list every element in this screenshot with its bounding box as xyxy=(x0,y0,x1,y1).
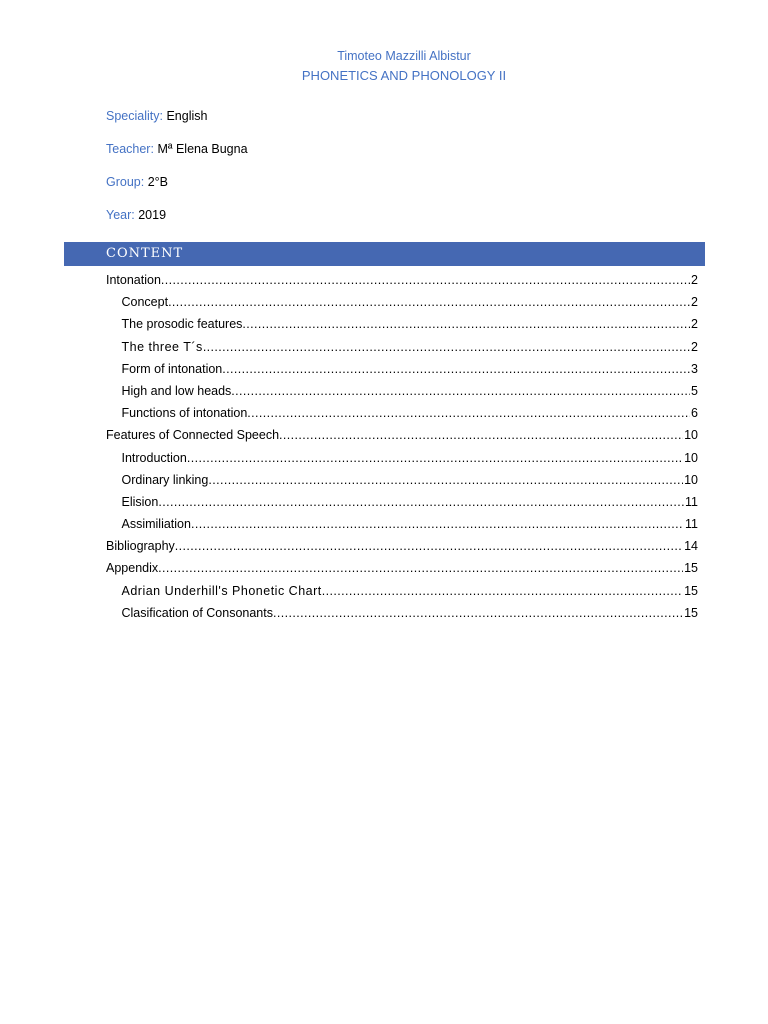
toc-entry-intonation[interactable] xyxy=(106,270,698,292)
toc-dot-leader xyxy=(273,603,683,623)
toc-entry-title: Concept xyxy=(121,295,169,310)
toc-dot-leader xyxy=(242,314,690,334)
content-heading-bar xyxy=(64,242,705,266)
toc-entry-introduction[interactable] xyxy=(106,448,698,470)
toc-entry-title: Intonation xyxy=(106,273,161,287)
toc-entry-page: 15 xyxy=(684,583,698,598)
toc-dot-leader xyxy=(191,514,684,534)
toc-entry-ordinary-linking[interactable] xyxy=(106,470,698,492)
toc-entry-prosodic-features[interactable] xyxy=(106,314,698,336)
toc-entry-page: 15 xyxy=(684,561,698,576)
group-row xyxy=(106,174,168,190)
toc-dot-leader xyxy=(322,581,683,601)
toc-entry-title: Functions of intonation xyxy=(121,406,248,421)
toc-entry-title: Introduction xyxy=(121,450,187,465)
toc-entry-clasification-of-consonants[interactable] xyxy=(106,603,698,625)
toc-entry-page: 15 xyxy=(684,605,698,620)
toc-entry-assimiliation[interactable] xyxy=(106,514,698,536)
teacher-row xyxy=(106,141,248,157)
document-header xyxy=(0,47,768,85)
toc-dot-leader xyxy=(208,470,683,490)
table-of-contents xyxy=(106,270,698,625)
teacher-value: Mª Elena Bugna xyxy=(157,142,248,156)
toc-entry-title: Elision xyxy=(121,494,159,509)
toc-dot-leader xyxy=(158,492,684,512)
year-row xyxy=(106,207,166,223)
toc-dot-leader xyxy=(187,448,683,468)
toc-entry-elision[interactable] xyxy=(106,492,698,514)
toc-dot-leader xyxy=(161,270,690,290)
toc-entry-title: Assimiliation xyxy=(121,517,191,532)
toc-entry-page: 10 xyxy=(684,428,698,443)
toc-entry-title: The prosodic features xyxy=(121,317,243,332)
toc-dot-leader xyxy=(203,337,690,357)
group-label: Group: xyxy=(106,175,145,189)
toc-entry-title: Adrian Underhill's Phonetic Chart xyxy=(121,583,322,598)
toc-entry-page: 10 xyxy=(684,472,698,487)
toc-entry-title: Clasification of Consonants xyxy=(121,605,273,620)
toc-entry-page: 14 xyxy=(684,539,698,554)
toc-dot-leader xyxy=(222,359,690,379)
toc-entry-three-ts[interactable] xyxy=(106,337,698,359)
year-value: 2019 xyxy=(138,208,167,222)
toc-dot-leader xyxy=(168,292,690,312)
group-value: 2°B xyxy=(147,175,168,189)
toc-entry-title: Features of Connected Speech xyxy=(106,428,280,443)
toc-entry-title: The three T´s xyxy=(121,339,203,354)
toc-entry-connected-speech[interactable] xyxy=(106,425,698,447)
toc-entry-page: 2 xyxy=(691,273,698,287)
toc-entry-functions-of-intonation[interactable] xyxy=(106,403,698,425)
toc-entry-page: 2 xyxy=(691,317,698,332)
toc-dot-leader xyxy=(231,381,690,401)
toc-entry-page: 3 xyxy=(691,361,698,376)
speciality-row xyxy=(106,108,207,124)
speciality-label: Speciality: xyxy=(106,109,163,123)
toc-entry-bibliography[interactable] xyxy=(106,536,698,558)
toc-entry-form-of-intonation[interactable] xyxy=(106,359,698,381)
toc-entry-title: Appendix xyxy=(106,561,159,576)
course-title: PHONETICS AND PHONOLOGY II xyxy=(301,68,507,83)
toc-entry-concept[interactable] xyxy=(106,292,698,314)
toc-entry-high-low-heads[interactable] xyxy=(106,381,698,403)
toc-entry-page: 5 xyxy=(691,383,698,398)
speciality-value: English xyxy=(166,109,208,123)
author-name: Timoteo Mazzilli Albistur xyxy=(337,49,471,63)
toc-dot-leader xyxy=(247,403,690,423)
year-label: Year: xyxy=(106,208,135,222)
toc-entry-page: 10 xyxy=(684,450,698,465)
toc-entry-title: Form of intonation xyxy=(121,361,223,376)
toc-dot-leader xyxy=(158,558,683,578)
teacher-label: Teacher: xyxy=(106,142,154,156)
toc-entry-page: 2 xyxy=(691,339,698,354)
toc-entry-phonetic-chart[interactable] xyxy=(106,581,698,603)
toc-dot-leader xyxy=(175,536,683,556)
toc-entry-title: High and low heads xyxy=(121,383,232,398)
toc-entry-title: Bibliography xyxy=(106,539,175,554)
toc-entry-title: Ordinary linking xyxy=(121,472,209,487)
toc-entry-page: 11 xyxy=(685,494,698,509)
toc-entry-page: 6 xyxy=(691,406,698,421)
toc-entry-appendix[interactable] xyxy=(106,558,698,580)
toc-entry-page: 11 xyxy=(685,517,698,532)
toc-entry-page: 2 xyxy=(691,295,698,310)
content-heading: CONTENT xyxy=(106,246,184,261)
toc-dot-leader xyxy=(279,425,683,445)
